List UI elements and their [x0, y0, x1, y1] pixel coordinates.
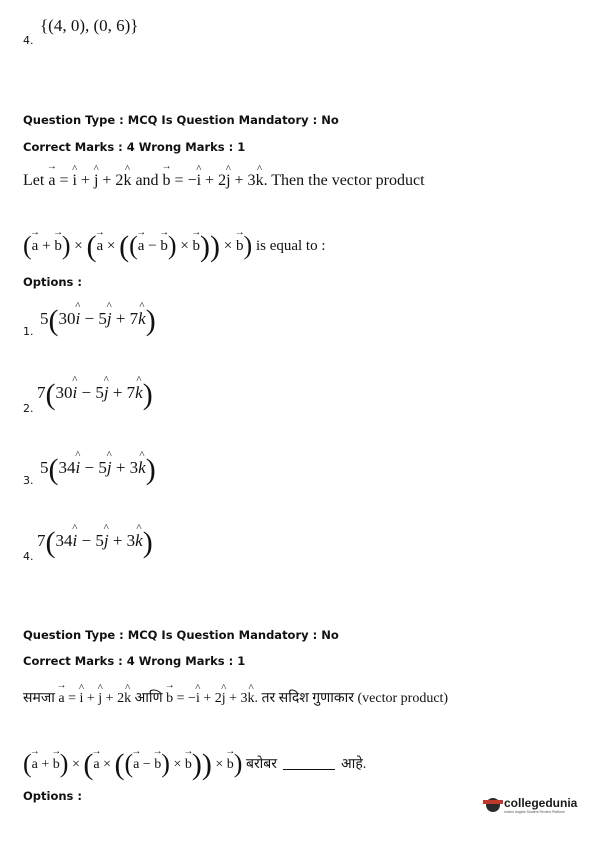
q1-option-number: 4. [23, 550, 34, 563]
logo-tagline: India's largest Student Review Platform [504, 810, 565, 814]
q2-stem-line2: (→ a + → b) × (→ a × ((→ a − → b) × → b)) × → b) बरोबर आहे. [23, 750, 366, 780]
q2-question-type: Question Type : MCQ Is Question Mandatory : No [23, 628, 339, 642]
q1-marks: Correct Marks : 4 Wrong Marks : 1 [23, 140, 246, 154]
top-option-text: {(4, 0), (0, 6)} [40, 16, 139, 35]
q2-options-label: Options : [23, 789, 82, 803]
graduate-cap-icon [486, 798, 500, 812]
q2-stem-then: . तर सदिश गुणाकार (vector product) [254, 691, 449, 706]
q1-stem-equal: is equal to : [255, 238, 326, 254]
q1-option-1[interactable]: 5(30^ i − 5^ j + 7^ k) [40, 306, 156, 336]
q2-stem-and: आणि [134, 691, 163, 706]
q1-stem-then: . Then the vector product [263, 172, 425, 189]
q1-options-label: Options : [23, 275, 82, 289]
q1-option-2[interactable]: 7(30^ i − 5^ j + 7^ k) [37, 380, 153, 410]
q2-stem-equal-after: आहे. [341, 757, 367, 772]
answer-blank [283, 769, 335, 770]
q1-option-number: 2. [23, 402, 34, 415]
q1-stem-line1: Let → a = ^ i + ^ j + 2^ k and → b = −^ i + 2^ j + 3^ k. Then the vector product [23, 172, 425, 190]
q1-option-number: 3. [23, 474, 34, 487]
logo-name: collegedunia [504, 796, 578, 810]
q2-marks: Correct Marks : 4 Wrong Marks : 1 [23, 654, 246, 668]
top-option-number: 4. [23, 34, 34, 47]
q2-stem-let: समजा [23, 691, 55, 706]
q1-option-4[interactable]: 7(34^ i − 5^ j + 3^ k) [37, 528, 153, 558]
q1-stem-let: Let [23, 172, 45, 189]
q2-stem-line1: समजा → a = ^ i + ^ j + 2^ k आणि → b = −^ i + 2^ j + 3^ k. तर सदिश गुणाकार (vector product) [23, 688, 448, 707]
q2-stem-equal-before: बरोबर [245, 757, 278, 772]
collegedunia-logo [486, 796, 577, 814]
q1-option-number: 1. [23, 325, 34, 338]
q1-stem-and: and [135, 172, 159, 189]
q1-stem-line2: (→ a + → b) × (→ a × ((→ a − → b) × → b)) × → b) is equal to : [23, 232, 326, 262]
q1-question-type: Question Type : MCQ Is Question Mandatory : No [23, 113, 339, 127]
q1-option-3[interactable]: 5(34^ i − 5^ j + 3^ k) [40, 455, 156, 485]
